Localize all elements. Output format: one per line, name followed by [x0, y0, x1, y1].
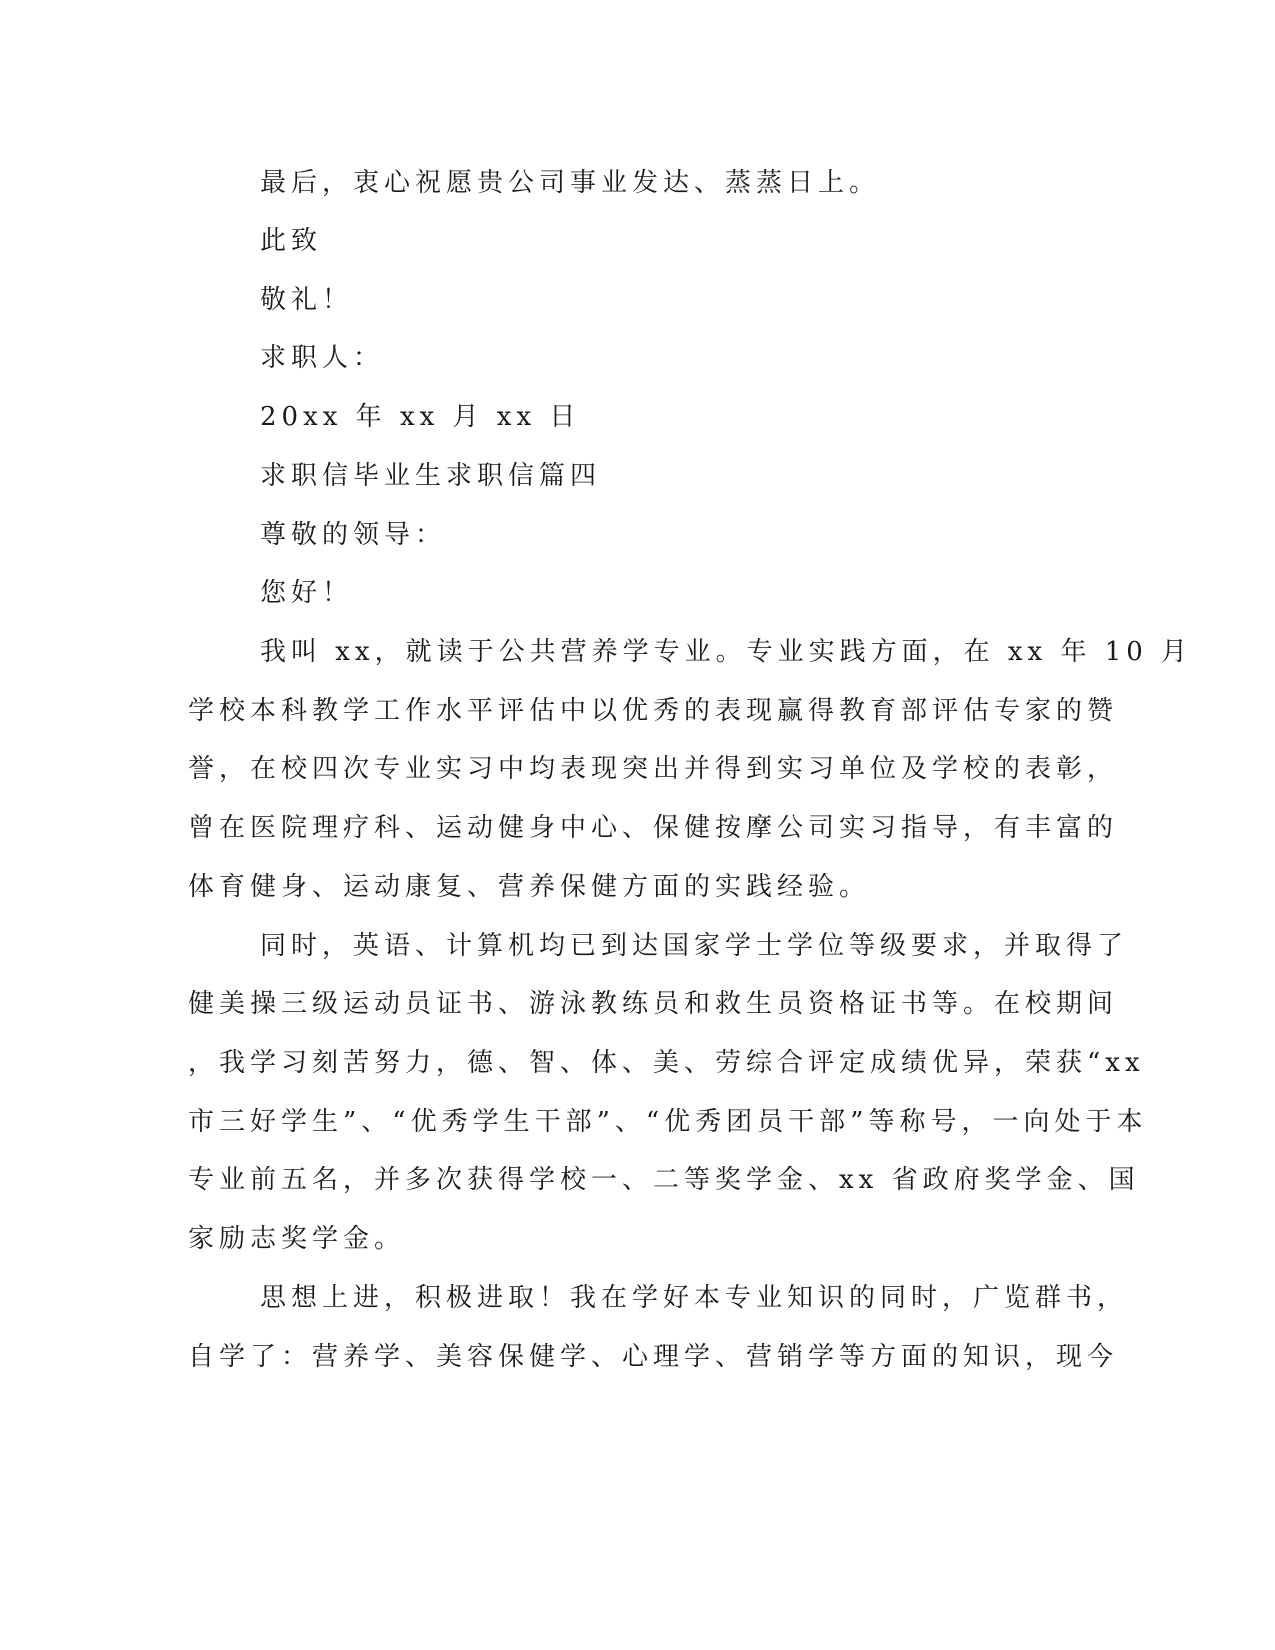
paragraph-1-line-2: 学校本科教学工作水平评估中以优秀的表现赢得教育部评估专家的赞 — [188, 696, 1119, 726]
paragraph-1-line-1: 我叫 xx，就读于公共营养学专业。专业实践方面，在 xx 年 10 月 — [260, 637, 1193, 667]
paragraph-3-line-2: 自学了：营养学、美容保健学、心理学、营销学等方面的知识，现今 — [188, 1342, 1119, 1372]
paragraph-1-line-4: 曾在医院理疗科、运动健身中心、保健按摩公司实习指导，有丰富的 — [188, 813, 1119, 843]
greeting-hello: 您好！ — [260, 578, 354, 608]
paragraph-2-line-1: 同时，英语、计算机均已到达国家学士学位等级要求，并取得了 — [260, 931, 1129, 961]
paragraph-2-line-4: 市三好学生”、“优秀学生干部”、“优秀团员干部”等称号，一向处于本 — [188, 1107, 1148, 1137]
greeting-addressee: 尊敬的领导： — [260, 520, 447, 550]
section-heading: 求职信毕业生求职信篇四 — [260, 461, 602, 491]
paragraph-1-line-5: 体育健身、运动康复、营养保健方面的实践经验。 — [188, 872, 871, 902]
paragraph-2-line-6: 家励志奖学金。 — [188, 1224, 406, 1254]
applicant-label: 求职人： — [260, 343, 385, 373]
closing-wish: 最后，衷心祝愿贵公司事业发达、蒸蒸日上。 — [260, 168, 881, 198]
paragraph-1-line-3: 誉，在校四次专业实习中均表现突出并得到实习单位及学校的表彰， — [188, 754, 1119, 784]
salutation-jing-li: 敬礼！ — [260, 285, 354, 315]
paragraph-3-line-1: 思想上进，积极进取！我在学好本专业知识的同时，广览群书， — [260, 1283, 1129, 1313]
paragraph-2-line-5: 专业前五名，并多次获得学校一、二等奖学金、xx 省政府奖学金、国 — [188, 1165, 1140, 1195]
salutation-ci-zhi: 此致 — [260, 226, 323, 256]
date-line: 20xx 年 xx 月 xx 日 — [260, 402, 581, 432]
paragraph-2-line-2: 健美操三级运动员证书、游泳教练员和救生员资格证书等。在校期间 — [188, 989, 1119, 1019]
paragraph-2-line-3: ，我学习刻苦努力，德、智、体、美、劳综合评定成绩优异，荣获“xx — [188, 1048, 1145, 1078]
